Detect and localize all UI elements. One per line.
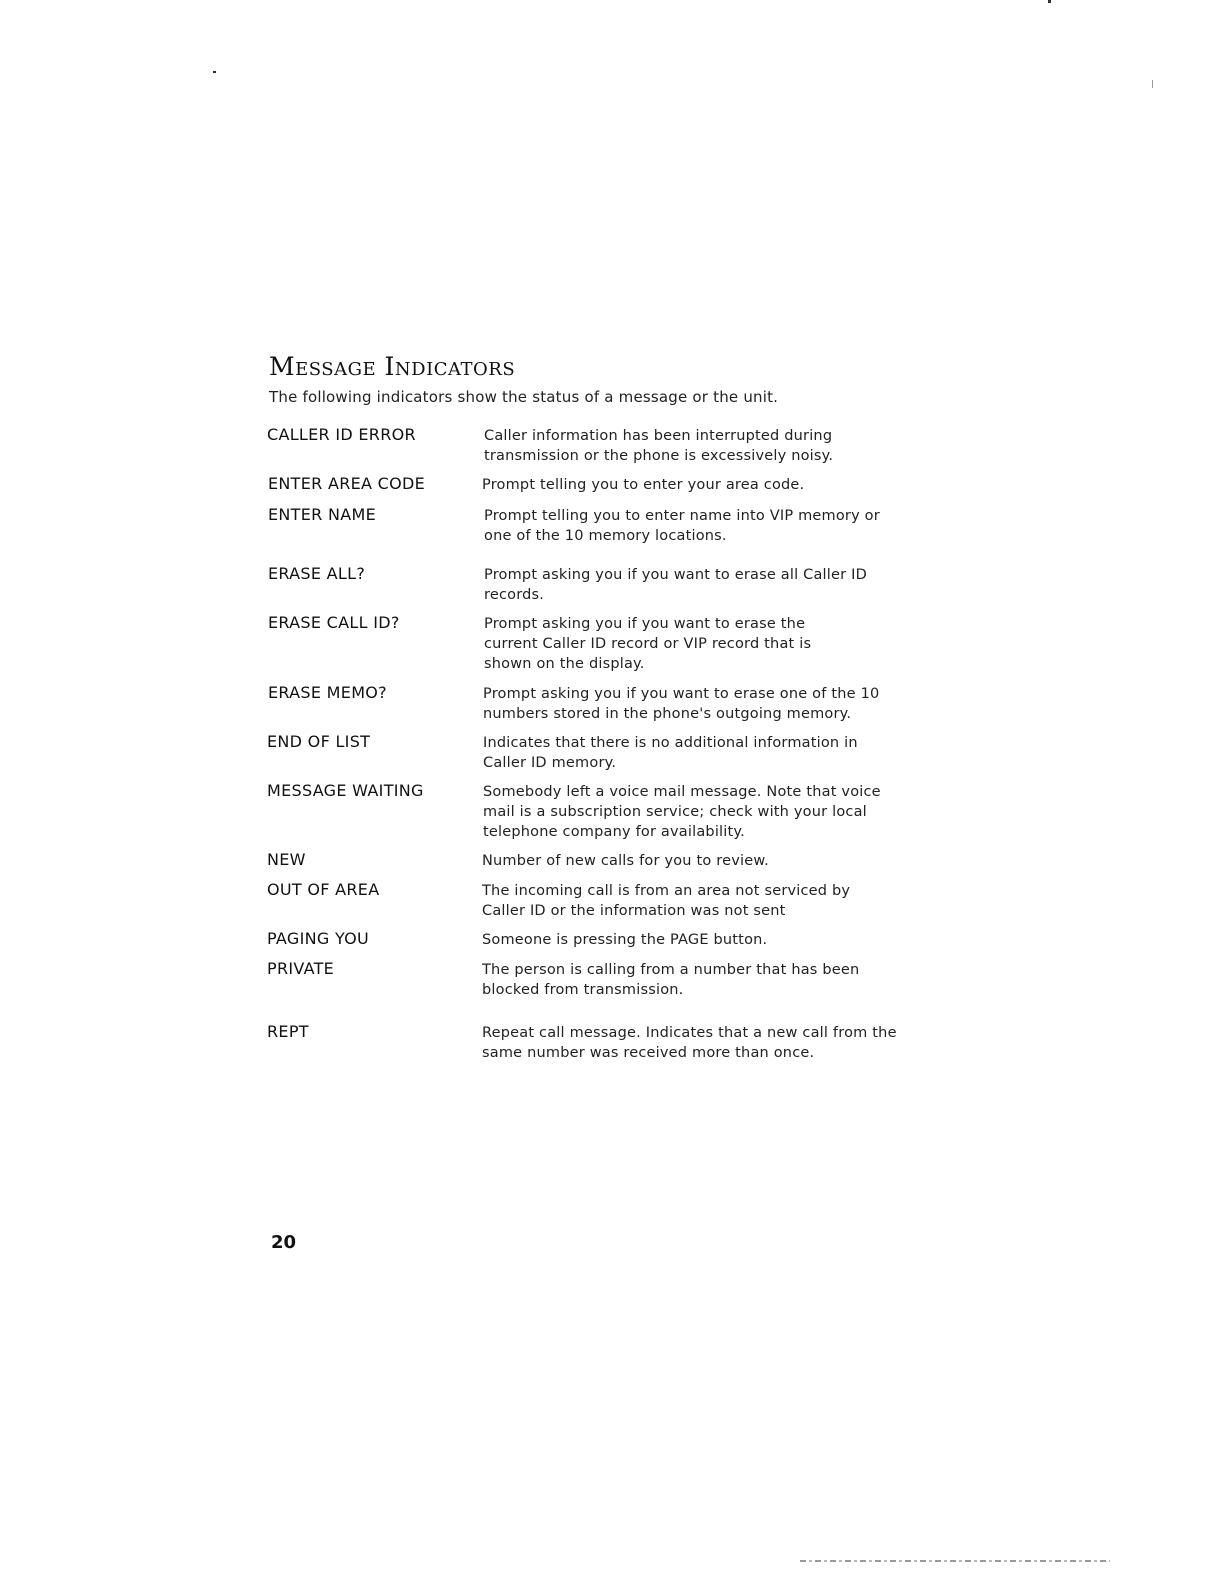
indicator-description: The person is calling from a number that has been blocked from transmission. [482, 962, 860, 998]
indicator-term: ERASE MEMO? [268, 683, 387, 702]
indicator-description: Someone is pressing the PAGE button. [482, 932, 768, 948]
indicator-term: MESSAGE WAITING [267, 781, 424, 800]
indicator-term: REPT [267, 1022, 309, 1041]
indicator-description: Number of new calls for you to review. [482, 853, 769, 869]
indicator-term: END OF LIST [267, 732, 371, 751]
section-intro: The following indicators show the status of a message or the unit. [269, 388, 779, 406]
indicator-description: Prompt asking you if you want to erase the current Caller ID record or VIP record that is shown on the display. [484, 616, 812, 672]
indicator-term: ERASE CALL ID? [268, 613, 400, 632]
indicator-term: ENTER AREA CODE [268, 474, 426, 493]
indicator-term: ERASE ALL? [268, 564, 366, 583]
indicator-term: PRIVATE [267, 959, 335, 978]
indicator-term: CALLER ID ERROR [267, 425, 416, 444]
indicator-description: Caller information has been interrupted during transmission or the phone is excessively noisy. [484, 428, 834, 464]
indicator-description: The incoming call is from an area not serviced by Caller ID or the information was not sent [482, 883, 851, 919]
indicator-term: NEW [267, 850, 306, 869]
indicator-description: Somebody left a voice mail message. Note that voice mail is a subscription service; check with your local telephone company for availability. [483, 784, 881, 840]
indicator-description: Prompt telling you to enter your area code. [482, 477, 805, 493]
page-number: 20 [271, 1232, 297, 1253]
indicator-description: Indicates that there is no additional information in Caller ID memory. [483, 735, 858, 771]
indicator-term: OUT OF AREA [267, 880, 380, 899]
indicator-description: Prompt asking you if you want to erase one of the 10 numbers stored in the phone's outgoing memory. [483, 686, 880, 722]
indicator-term: PAGING YOU [267, 929, 370, 948]
indicator-term: ENTER NAME [268, 505, 376, 524]
section-title: Message Indicators [269, 352, 516, 381]
indicator-description: Prompt telling you to enter name into VIP memory or one of the 10 memory locations. [484, 508, 880, 544]
indicator-description: Repeat call message. Indicates that a new call from the same number was received more than once. [482, 1025, 897, 1061]
indicator-description: Prompt asking you if you want to erase all Caller ID records. [484, 567, 867, 603]
